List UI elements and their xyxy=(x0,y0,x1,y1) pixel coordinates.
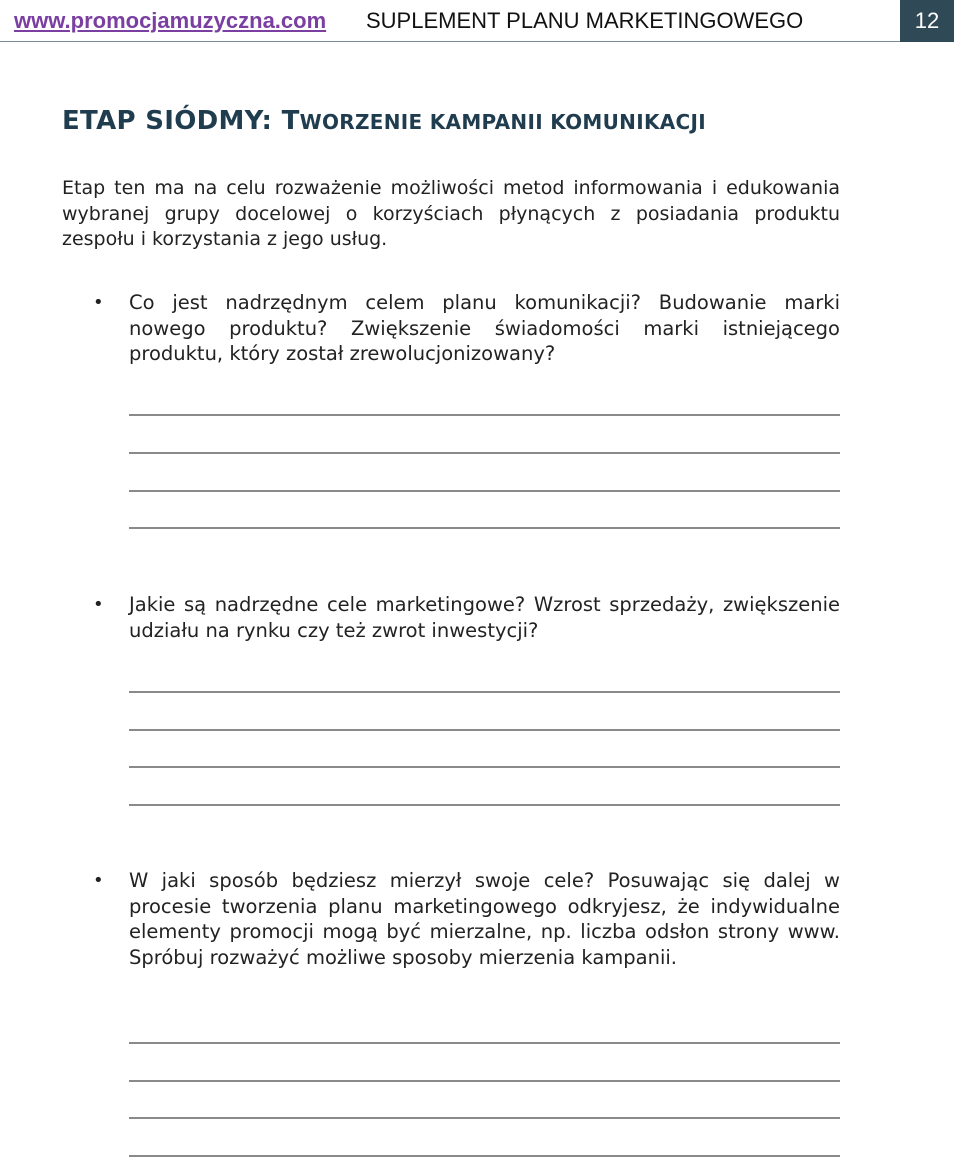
website-link[interactable]: www.promocjamuzyczna.com xyxy=(14,8,327,33)
intro-paragraph: Etap ten ma na celu rozważenie możliwości metod informowania i edukowania wybranej grupy docelowej o korzyściach płynących z posiadania produktu zespołu i korzystania z jego usług. xyxy=(62,177,840,250)
bullet-marker: • xyxy=(93,870,104,891)
answer-line[interactable] xyxy=(129,452,840,454)
question-text: W jaki sposób będziesz mierzył swoje cele? Posuwając się dalej w procesie tworzenia planu marketingowego odkryjesz, że indywidualne elementy promocji mogą być mierzalne, np. liczba odsłon strony www. Spróbuj rozważyć możliwe sposoby mierzenia kampanii. xyxy=(129,869,840,969)
answer-line[interactable] xyxy=(129,804,840,806)
answer-line[interactable] xyxy=(129,1042,840,1044)
answer-line[interactable] xyxy=(129,1080,840,1082)
heading-smallcaps: WORZENIE KAMPANII KOMUNIKACJI xyxy=(299,110,706,134)
page-header xyxy=(0,0,960,42)
bullet-marker: • xyxy=(93,594,104,615)
bullet-marker: • xyxy=(93,292,104,313)
answer-line[interactable] xyxy=(129,414,840,416)
answer-line[interactable] xyxy=(129,490,840,492)
document-title: SUPLEMENT PLANU MARKETINGOWEGO xyxy=(366,8,804,33)
answer-line[interactable] xyxy=(129,527,840,529)
header-divider xyxy=(0,41,900,42)
answer-line[interactable] xyxy=(129,766,840,768)
answer-line[interactable] xyxy=(129,729,840,731)
question-text: Co jest nadrzędnym celem planu komunikacji? Budowanie marki nowego produktu? Zwiększenie świadomości marki istniejącego produktu, który został zrewolucjonizowany? xyxy=(129,291,840,365)
answer-line[interactable] xyxy=(129,1155,840,1157)
answer-line[interactable] xyxy=(129,1117,840,1119)
question-text: Jakie są nadrzędne cele marketingowe? Wzrost sprzedaży, zwiększenie udziału na rynku czy też zwrot inwestycji? xyxy=(129,593,840,642)
question-item xyxy=(93,868,840,970)
answer-line[interactable] xyxy=(129,691,840,693)
question-item xyxy=(93,290,840,367)
question-item xyxy=(93,592,840,643)
page-number-badge: 12 xyxy=(900,0,954,42)
section-heading xyxy=(62,106,706,136)
heading-caps: ETAP SIÓDMY: T xyxy=(62,106,300,136)
